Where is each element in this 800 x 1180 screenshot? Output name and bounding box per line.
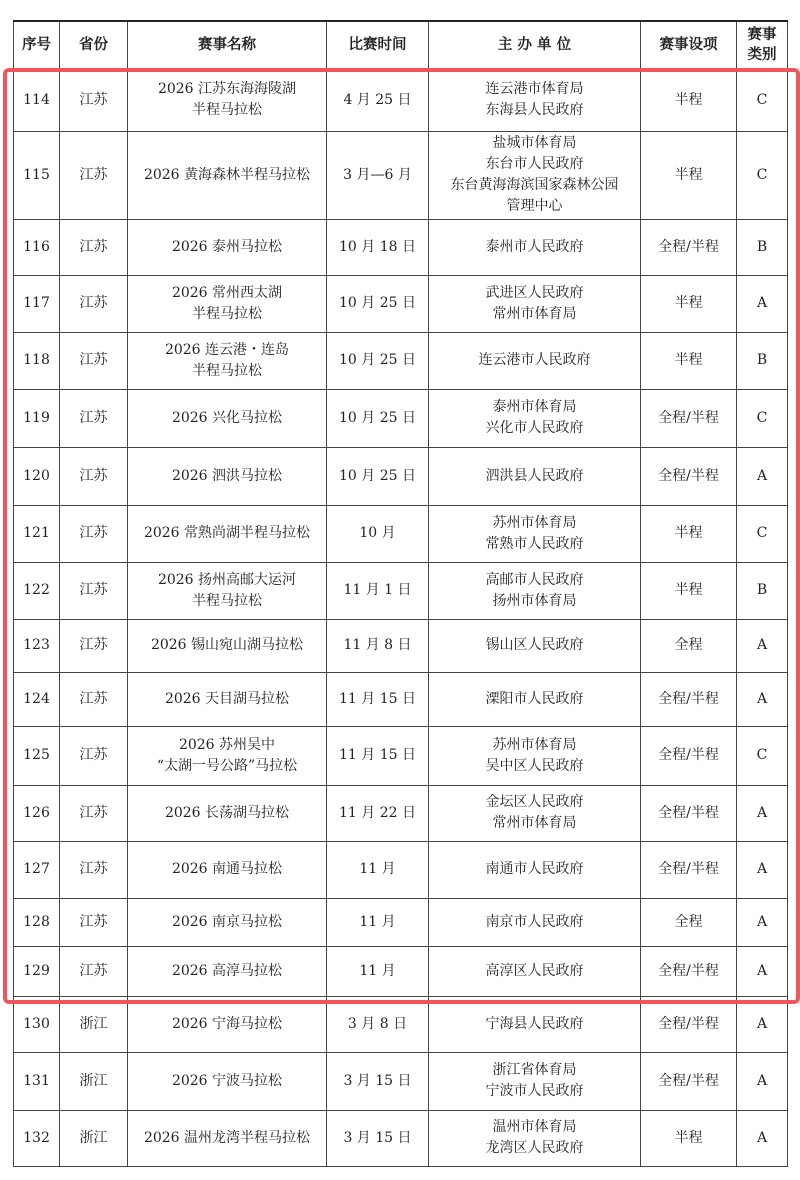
cell-no: 132: [14, 1110, 60, 1166]
cell-date: 11 月 8 日: [327, 619, 429, 672]
cell-date: 3 月 15 日: [327, 1110, 429, 1166]
cell-category: A: [737, 946, 788, 996]
header-organizer: 主 办 单 位: [429, 21, 641, 69]
cell-date: 10 月 25 日: [327, 275, 429, 332]
table-row: [14, 1110, 788, 1166]
cell-name: 2026 锡山宛山湖马拉松: [128, 619, 327, 672]
table-row: [14, 841, 788, 898]
cell-date: 11 月: [327, 898, 429, 946]
marathon-schedule-table: [13, 20, 788, 1167]
cell-organizer: 盐城市体育局 东台市人民政府 东台黄海海滨国家森林公园 管理中心: [429, 131, 641, 219]
cell-category: A: [737, 619, 788, 672]
table-row: [14, 946, 788, 996]
cell-organizer: 苏州市体育局 吴中区人民政府: [429, 726, 641, 785]
cell-date: 3 月 15 日: [327, 1052, 429, 1110]
cell-category: C: [737, 131, 788, 219]
cell-organizer: 泗洪县人民政府: [429, 447, 641, 505]
cell-province: 江苏: [60, 505, 128, 562]
header-name: 赛事名称: [128, 21, 327, 69]
cell-no: 115: [14, 131, 60, 219]
cell-no: 131: [14, 1052, 60, 1110]
header-events: 赛事设项: [641, 21, 737, 69]
cell-no: 126: [14, 785, 60, 841]
cell-events: 全程: [641, 898, 737, 946]
table-row: [14, 562, 788, 619]
cell-date: 10 月 25 日: [327, 332, 429, 389]
cell-category: A: [737, 1110, 788, 1166]
cell-category: A: [737, 841, 788, 898]
cell-name: 2026 常州西太湖 半程马拉松: [128, 275, 327, 332]
cell-date: 10 月: [327, 505, 429, 562]
cell-no: 129: [14, 946, 60, 996]
cell-category: A: [737, 898, 788, 946]
cell-organizer: 金坛区人民政府 常州市体育局: [429, 785, 641, 841]
cell-name: 2026 常熟尚湖半程马拉松: [128, 505, 327, 562]
header-date: 比赛时间: [327, 21, 429, 69]
cell-events: 全程/半程: [641, 946, 737, 996]
table-row: [14, 69, 788, 131]
cell-date: 11 月: [327, 841, 429, 898]
cell-province: 江苏: [60, 946, 128, 996]
cell-events: 全程/半程: [641, 785, 737, 841]
cell-province: 江苏: [60, 69, 128, 131]
cell-date: 3 月 8 日: [327, 996, 429, 1052]
cell-events: 全程: [641, 619, 737, 672]
cell-name: 2026 南通马拉松: [128, 841, 327, 898]
cell-province: 浙江: [60, 996, 128, 1052]
cell-name: 2026 宁海马拉松: [128, 996, 327, 1052]
cell-category: A: [737, 785, 788, 841]
table-header-row: [14, 21, 788, 69]
cell-category: C: [737, 505, 788, 562]
cell-province: 江苏: [60, 562, 128, 619]
table-row: [14, 785, 788, 841]
cell-events: 半程: [641, 275, 737, 332]
cell-name: 2026 南京马拉松: [128, 898, 327, 946]
cell-events: 半程: [641, 1110, 737, 1166]
cell-organizer: 温州市体育局 龙湾区人民政府: [429, 1110, 641, 1166]
cell-category: A: [737, 996, 788, 1052]
cell-name: 2026 扬州高邮大运河 半程马拉松: [128, 562, 327, 619]
cell-name: 2026 黄海森林半程马拉松: [128, 131, 327, 219]
cell-province: 江苏: [60, 275, 128, 332]
cell-no: 120: [14, 447, 60, 505]
cell-name: 2026 长荡湖马拉松: [128, 785, 327, 841]
cell-name: 2026 泗洪马拉松: [128, 447, 327, 505]
cell-name: 2026 苏州吴中 “太湖一号公路”马拉松: [128, 726, 327, 785]
cell-province: 江苏: [60, 389, 128, 447]
cell-date: 10 月 25 日: [327, 389, 429, 447]
cell-organizer: 苏州市体育局 常熟市人民政府: [429, 505, 641, 562]
cell-name: 2026 宁波马拉松: [128, 1052, 327, 1110]
cell-organizer: 连云港市人民政府: [429, 332, 641, 389]
cell-category: B: [737, 219, 788, 275]
cell-organizer: 浙江省体育局 宁波市人民政府: [429, 1052, 641, 1110]
cell-date: 11 月 15 日: [327, 726, 429, 785]
cell-organizer: 高淳区人民政府: [429, 946, 641, 996]
cell-category: A: [737, 672, 788, 726]
header-province: 省份: [60, 21, 128, 69]
cell-events: 全程/半程: [641, 447, 737, 505]
cell-events: 全程/半程: [641, 672, 737, 726]
cell-category: C: [737, 389, 788, 447]
cell-organizer: 锡山区人民政府: [429, 619, 641, 672]
cell-no: 128: [14, 898, 60, 946]
table-row: [14, 996, 788, 1052]
cell-events: 全程/半程: [641, 219, 737, 275]
cell-province: 江苏: [60, 447, 128, 505]
cell-organizer: 泰州市人民政府: [429, 219, 641, 275]
cell-province: 江苏: [60, 841, 128, 898]
table-row: [14, 726, 788, 785]
header-category: 赛事 类别: [737, 21, 788, 69]
cell-category: A: [737, 275, 788, 332]
table-row: [14, 219, 788, 275]
cell-no: 127: [14, 841, 60, 898]
cell-province: 江苏: [60, 726, 128, 785]
cell-organizer: 泰州市体育局 兴化市人民政府: [429, 389, 641, 447]
cell-category: C: [737, 726, 788, 785]
cell-events: 全程/半程: [641, 726, 737, 785]
cell-no: 114: [14, 69, 60, 131]
table-row: [14, 619, 788, 672]
cell-no: 130: [14, 996, 60, 1052]
cell-date: 11 月 15 日: [327, 672, 429, 726]
cell-province: 江苏: [60, 672, 128, 726]
cell-name: 2026 温州龙湾半程马拉松: [128, 1110, 327, 1166]
cell-no: 122: [14, 562, 60, 619]
cell-organizer: 溧阳市人民政府: [429, 672, 641, 726]
cell-events: 半程: [641, 69, 737, 131]
cell-no: 118: [14, 332, 60, 389]
cell-organizer: 连云港市体育局 东海县人民政府: [429, 69, 641, 131]
table-row: [14, 447, 788, 505]
cell-events: 全程/半程: [641, 996, 737, 1052]
cell-no: 116: [14, 219, 60, 275]
cell-organizer: 高邮市人民政府 扬州市体育局: [429, 562, 641, 619]
cell-organizer: 武进区人民政府 常州市体育局: [429, 275, 641, 332]
cell-no: 117: [14, 275, 60, 332]
cell-events: 全程/半程: [641, 841, 737, 898]
cell-date: 10 月 25 日: [327, 447, 429, 505]
cell-name: 2026 天目湖马拉松: [128, 672, 327, 726]
cell-date: 11 月 22 日: [327, 785, 429, 841]
cell-events: 半程: [641, 505, 737, 562]
cell-date: 11 月 1 日: [327, 562, 429, 619]
cell-organizer: 宁海县人民政府: [429, 996, 641, 1052]
cell-province: 浙江: [60, 1110, 128, 1166]
cell-category: A: [737, 1052, 788, 1110]
cell-category: A: [737, 447, 788, 505]
cell-province: 江苏: [60, 785, 128, 841]
cell-category: C: [737, 69, 788, 131]
cell-name: 2026 兴化马拉松: [128, 389, 327, 447]
header-no: 序号: [14, 21, 60, 69]
cell-date: 11 月: [327, 946, 429, 996]
cell-events: 全程/半程: [641, 389, 737, 447]
cell-name: 2026 高淳马拉松: [128, 946, 327, 996]
cell-province: 江苏: [60, 898, 128, 946]
cell-date: 3 月—6 月: [327, 131, 429, 219]
table-row: [14, 672, 788, 726]
cell-province: 江苏: [60, 332, 128, 389]
table-row: [14, 389, 788, 447]
cell-events: 半程: [641, 332, 737, 389]
table-row: [14, 332, 788, 389]
cell-events: 全程/半程: [641, 1052, 737, 1110]
table-row: [14, 1052, 788, 1110]
cell-name: 2026 连云港・连岛 半程马拉松: [128, 332, 327, 389]
cell-events: 半程: [641, 562, 737, 619]
cell-date: 10 月 18 日: [327, 219, 429, 275]
cell-date: 4 月 25 日: [327, 69, 429, 131]
cell-province: 江苏: [60, 219, 128, 275]
cell-organizer: 南京市人民政府: [429, 898, 641, 946]
cell-events: 半程: [641, 131, 737, 219]
table-row: [14, 898, 788, 946]
cell-no: 124: [14, 672, 60, 726]
cell-province: 江苏: [60, 619, 128, 672]
table-row: [14, 505, 788, 562]
cell-no: 121: [14, 505, 60, 562]
cell-no: 125: [14, 726, 60, 785]
cell-no: 119: [14, 389, 60, 447]
cell-organizer: 南通市人民政府: [429, 841, 641, 898]
cell-province: 江苏: [60, 131, 128, 219]
cell-category: B: [737, 562, 788, 619]
table-row: [14, 275, 788, 332]
cell-name: 2026 泰州马拉松: [128, 219, 327, 275]
cell-province: 浙江: [60, 1052, 128, 1110]
cell-category: B: [737, 332, 788, 389]
cell-name: 2026 江苏东海海陵湖 半程马拉松: [128, 69, 327, 131]
cell-no: 123: [14, 619, 60, 672]
table-row: [14, 131, 788, 219]
